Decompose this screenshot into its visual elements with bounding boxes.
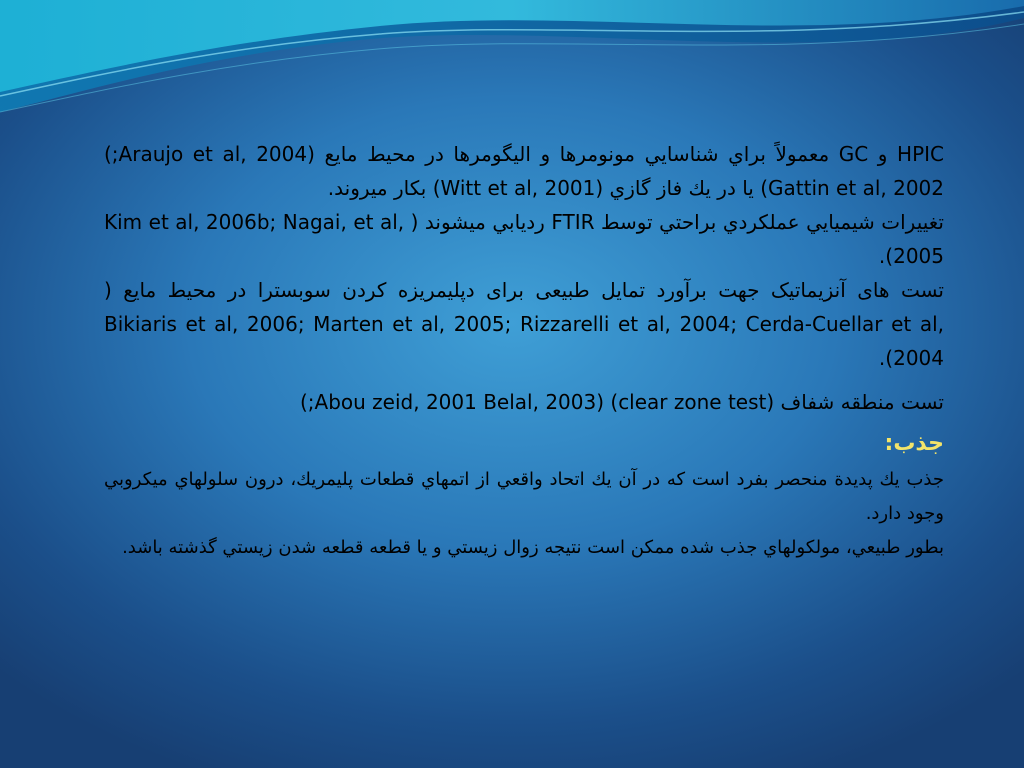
paragraph-absorbed-molecules: بطور طبيعي، مولكولهاي جذب شده ممكن است نتيجه زوال زيستي و يا قطعه قطعه شدن زيستي گذشته باشد. bbox=[122, 537, 944, 558]
header-wave-decoration bbox=[0, 0, 1024, 140]
paragraph-enzymatic-tests: تست های آنزیماتیک جهت برآورد تمایل طبیعی برای دپلیمریزه کردن سوبسترا در محیط مایع ( Bikiaris et al, 2006; Marten et al, 2005; Rizzarelli et al, 2004; Cerda-Cuellar et al, 2004). bbox=[104, 278, 944, 370]
slide-body bbox=[104, 137, 944, 565]
paragraph-absorption-definition: جذب يك پديدة منحصر بفرد است كه در آن يك اتحاد واقعي از اتمهاي قطعات پليمريك، درون سلولهاي ميكروبي وجود دارد. bbox=[104, 469, 944, 524]
paragraph-ftir: تغييرات شيميايي عملكردي براحتي توسط FTIR رديابي ميشوند ( Kim et al, 2006b; Nagai, et al, 2005). bbox=[104, 210, 944, 268]
paragraph-clear-zone-test: تست منطقه شفاف (clear zone test) (Abou zeid, 2001 Belal, 2003;) bbox=[299, 390, 944, 414]
spacer bbox=[104, 375, 944, 385]
section-heading-absorption: جذب: bbox=[884, 431, 944, 456]
paragraph-hpic-gc: HPIC و GC معمولاً براي شناسايي مونومرها و اليگومرها در محيط مايع (Araujo et al, 2004;) Gattin et al, 2002) يا در يك فاز گازي (Witt et al, 2001) بكار ميروند. bbox=[104, 142, 944, 200]
